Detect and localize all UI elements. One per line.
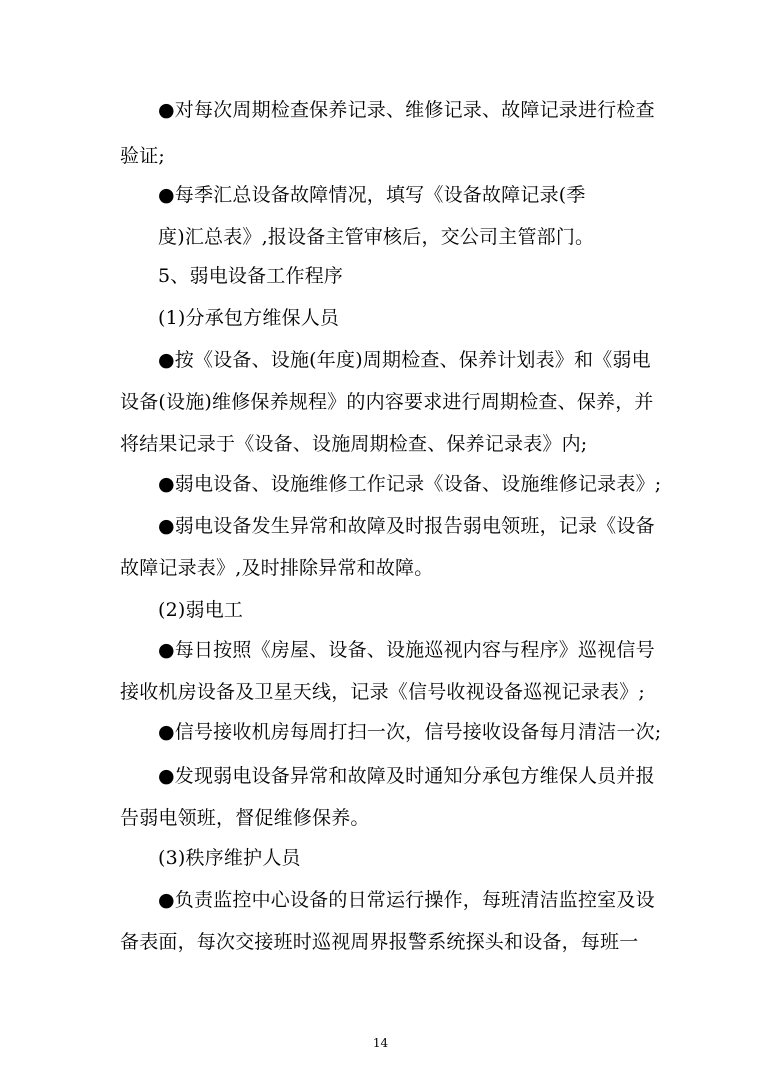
paragraph-line: ●弱电设备、设施维修工作记录《设备、设施维修记录表》; bbox=[158, 473, 662, 495]
paragraph-line: ●弱电设备发生异常和故障及时报告弱电领班，记录《设备 bbox=[158, 515, 655, 537]
paragraph-line: 备表面，每次交接班时巡视周界报警系统探头和设备，每班一 bbox=[120, 931, 639, 953]
paragraph-line: ●按《设备、设施(年度)周期检查、保养计划表》和《弱电 bbox=[158, 349, 651, 371]
paragraph-line: 度)汇总表》,报设备主管审核后，交公司主管部门。 bbox=[158, 226, 595, 248]
paragraph-line: 设备(设施)维修保养规程》的内容要求进行周期检查、保养，并 bbox=[120, 391, 654, 413]
paragraph-line: 故障记录表》,及时排除异常和故障。 bbox=[120, 557, 434, 579]
page-number: 14 bbox=[372, 1036, 389, 1050]
subsection-heading: (1)分承包方维保人员 bbox=[158, 307, 340, 329]
paragraph-line: 接收机房设备及卫星天线，记录《信号收视设备巡视记录表》; bbox=[120, 681, 646, 703]
paragraph-line: ●发现弱电设备异常和故障及时通知分承包方维保人员并报 bbox=[158, 765, 655, 787]
paragraph-line: ●信号接收机房每周打扫一次，信号接收设备每月清洁一次; bbox=[158, 721, 662, 743]
subsection-heading: (3)秩序维护人员 bbox=[158, 847, 301, 869]
paragraph-line: ●对每次周期检查保养记录、维修记录、故障记录进行检查 bbox=[158, 99, 655, 121]
paragraph-line: ●每日按照《房屋、设备、设施巡视内容与程序》巡视信号 bbox=[158, 639, 655, 661]
paragraph-line: 验证; bbox=[120, 145, 166, 167]
paragraph-line: 告弱电领班，督促维修保养。 bbox=[120, 807, 370, 829]
paragraph-line: 将结果记录于《设备、设施周期检查、保养记录表》内; bbox=[120, 433, 588, 455]
paragraph-line: ●每季汇总设备故障情况，填写《设备故障记录(季 bbox=[158, 184, 586, 206]
subsection-heading: (2)弱电工 bbox=[158, 599, 244, 621]
section-heading: 5、弱电设备工作程序 bbox=[158, 265, 344, 287]
paragraph-line: ●负责监控中心设备的日常运行操作，每班清洁监控室及设 bbox=[158, 889, 655, 911]
